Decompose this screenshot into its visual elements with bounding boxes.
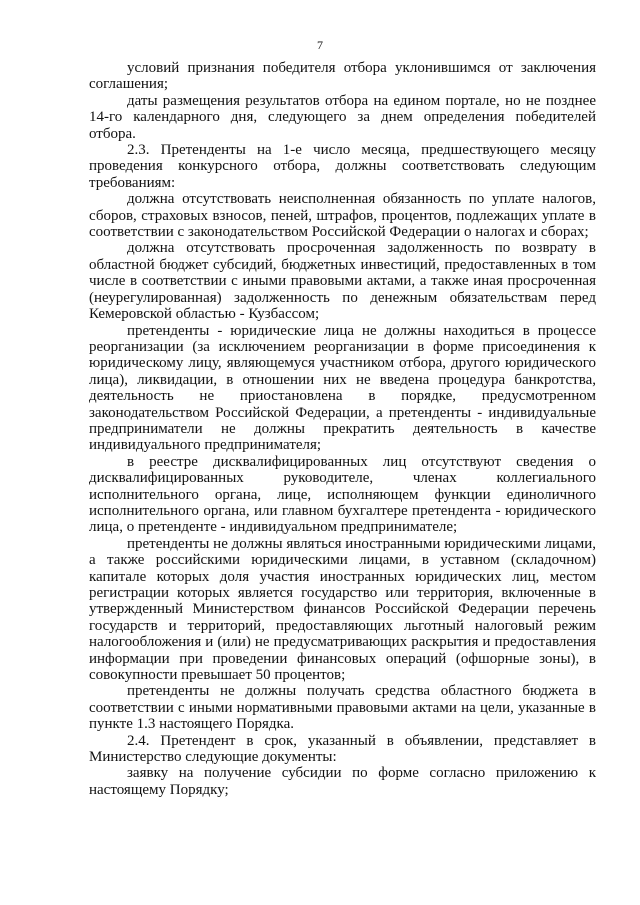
paragraph: заявку на получение субсидии по форме согласно приложению к настоящему Порядку;: [89, 765, 596, 798]
paragraph: условий признания победителя отбора уклонившимся от заключения соглашения;: [89, 60, 596, 93]
paragraph-section-2-3: 2.3. Претенденты на 1-е число месяца, предшествующего месяцу проведения конкурсного отбора, должны соответствовать следующим требованиям:: [89, 142, 596, 191]
paragraph: должна отсутствовать неисполненная обязанность по уплате налогов, сборов, страховых взносов, пеней, штрафов, процентов, подлежащих уплате в соответствии с законодательством Российской Федерации о налогах и сборах;: [89, 191, 596, 241]
paragraph: претенденты не должны получать средства областного бюджета в соответствии с иными нормативными правовыми актами на цели, указанные в пункте 1.3 настоящего Порядка.: [89, 683, 596, 733]
paragraph-section-2-4: 2.4. Претендент в срок, указанный в объявлении, представляет в Министерство следующие документы:: [89, 732, 596, 766]
paragraph: в реестре дисквалифицированных лиц отсутствуют сведения о дисквалифицированных руководителе, членах коллегиального исполнительного органа, лице, исполняющем функции единоличного исполнительного органа, или главном бухгалтере претендента - юридического лица, о претенденте - индивидуальном предпринимателе;: [89, 453, 596, 536]
paragraph: претенденты - юридические лица не должны находиться в процессе реорганизации (за исключением реорганизации в форме присоединения к юридическому лицу, являющемуся участником отбора, другого юридического лица), ликвидации, в отношении них не введена процедура банкротства, деятельность не приостановлена в порядке, предусмотренном законодательством Российской Федерации, а претенденты - индивидуальные предприниматели не должны прекратить деятельность в качестве индивидуального предпринимателя;: [89, 322, 596, 454]
paragraph: даты размещения результатов отбора на едином портале, но не позднее 14-го календарного дня, следующего за днем определения победителей отбора.: [89, 92, 596, 142]
paragraph: должна отсутствовать просроченная задолженность по возврату в областной бюджет субсидий, бюджетных инвестиций, предоставленных в том числе в соответствии с иными правовыми актами, а также иная просроченная (неурегулированная) задолженность по денежным обязательствам перед Кемеровской областью - Кузбассом;: [89, 240, 596, 323]
document-body: [89, 60, 596, 798]
paragraph: претенденты не должны являться иностранными юридическими лицами, а также российскими юридическими лицами, в уставном (складочном) капитале которых доля участия иностранных юридических лиц, местом регистрации которых является государство или территория, включенные в утвержденный Министерством финансов Российской Федерации перечень государств и территорий, предоставляющих льготный налоговый режим налогообложения и (или) не предусматривающих раскрытия и предоставления информации при проведении финансовых операций (офшорные зоны), в совокупности превышает 50 процентов;: [89, 535, 596, 684]
page-number: 7: [317, 38, 323, 52]
